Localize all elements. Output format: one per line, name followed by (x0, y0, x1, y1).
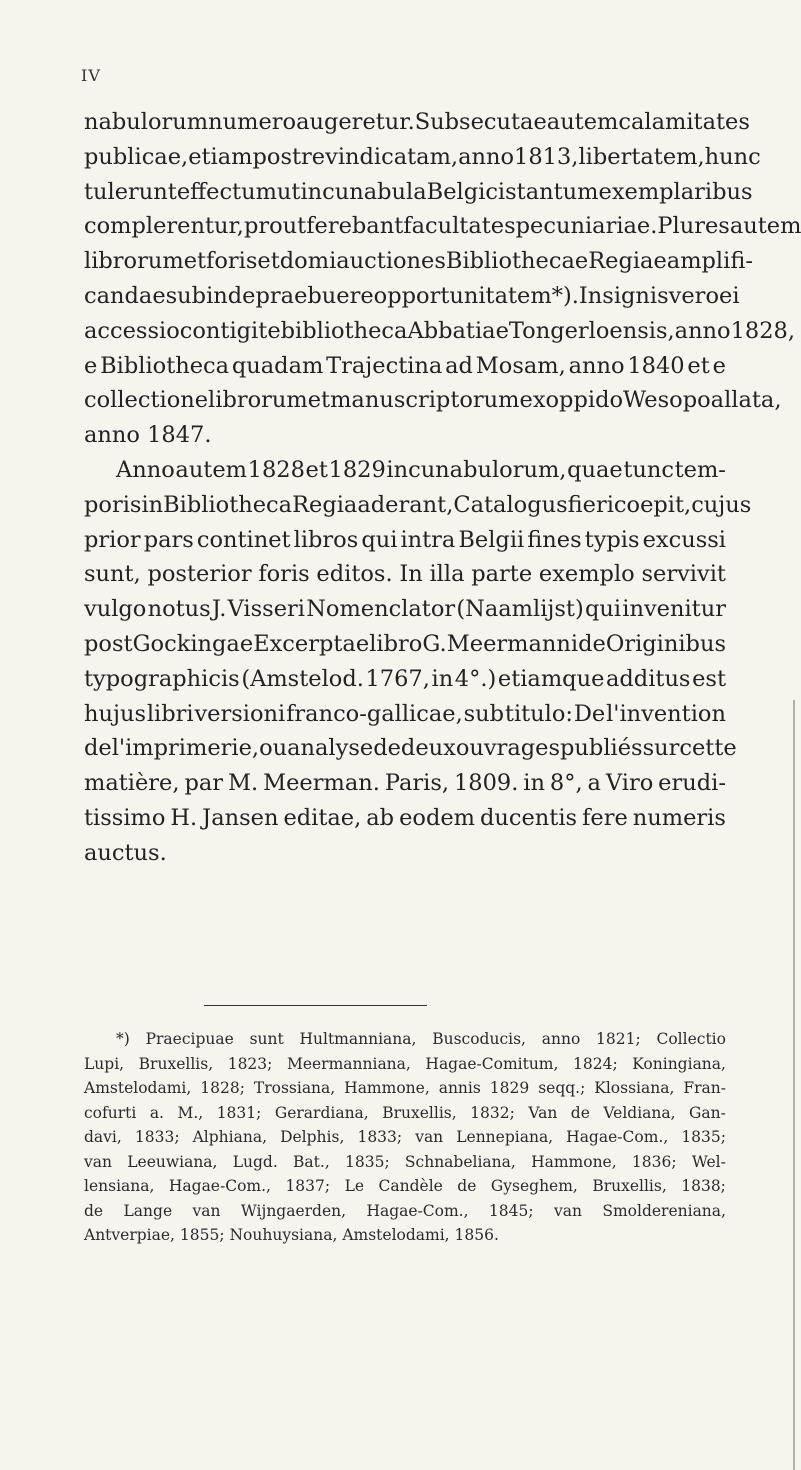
text-line: candae subinde praebuere opportunitatem *). Insignis vero ei (84, 282, 740, 309)
text-line: accessio contigit e bibliotheca Abbatiae Tongerloensis, anno 1828, (84, 317, 796, 344)
text-line: matière, par M. Meerman. Paris, 1809. in 8°, a Viro erudi- (84, 770, 726, 797)
footnote-line: cofurti a. M., 1831; Gerardiana, Bruxellis, 1832; Van de Veldiana, Gan- (84, 1103, 726, 1122)
text-line: post Gockingae Excerpta e libro G. Meermanni de Originibus (84, 630, 726, 657)
text-line: anno 1847. (84, 422, 212, 449)
text-line: publicae, etiam post revindicatam, anno 1813, libertatem, hunc (84, 143, 761, 170)
text-line: nabulorum numero augeretur. Subsecutae autem calamitates (84, 109, 750, 135)
footnote-line: de Lange van Wijngaerden, Hagae-Com., 1845; van Smoldereniana, (84, 1201, 726, 1220)
text-line: poris in Bibliotheca Regia aderant, Catalogus fieri coepit, cujus (84, 491, 752, 518)
footnote-line: *) Praecipuae sunt Hultmanniana, Buscoducis, anno 1821; Collectio (116, 1030, 726, 1048)
footnote-line: Lupi, Bruxellis, 1823; Meermanniana, Hagae-Comitum, 1824; Koningiana, (84, 1054, 726, 1073)
footnote-line: van Leeuwiana, Lugd. Bat., 1835; Schnabeliana, Hammone, 1836; Wel- (84, 1152, 726, 1171)
footnote-line: davi, 1833; Alphiana, Delphis, 1833; van Lennepiana, Hagae-Com., 1835; (84, 1128, 726, 1146)
footnote-line: Antverpiae, 1855; Nouhuysiana, Amstelodami, 1856. (84, 1226, 499, 1244)
page-number: IV (81, 66, 101, 85)
text-line: vulgo notus J. Visseri Nomenclator (Naamlijst) qui invenitur (84, 596, 726, 623)
text-line: hujus libri versioni franco-gallicae, sub titulo: De l'invention (84, 700, 726, 727)
text-line: prior pars continet libros qui intra Belgii fines typis excussi (84, 526, 726, 553)
footnote (84, 1027, 726, 1248)
text-line: e Bibliotheca quadam Trajectina ad Mosam, anno 1840 et e (84, 352, 726, 379)
text-line: librorum et foris et domi auctiones Bibliothecae Regiae amplifi- (84, 248, 753, 275)
text-line: Anno autem 1828 et 1829 incunabulorum, quae tunc tem- (116, 456, 726, 483)
footnote-line: Amstelodami, 1828; Trossiana, Hammone, annis 1829 seqq.; Klossiana, Fran- (84, 1079, 726, 1097)
footnote-line: lensiana, Hagae-Com., 1837; Le Candèle de Gyseghem, Bruxellis, 1838; (84, 1177, 726, 1195)
page-edge-shadow (793, 700, 795, 1470)
text-line: tulerunt effectum ut incunabula Belgicis tantum exemplaribus (84, 178, 753, 205)
text-line: sunt, posterior foris editos. In illa parte exemplo servivit (84, 561, 726, 588)
text-line: complerentur, prout ferebant facultates pecuniariae. Plures autem (84, 213, 801, 240)
footnote-separator (204, 1005, 427, 1006)
text-line: collectione librorum et manuscriptorum ex oppido Wesopo allata, (84, 387, 782, 414)
text-line: typographicis (Amstelod. 1767, in 4°.) etiamque additus est (84, 665, 726, 692)
text-line: de l'imprimerie, ou analyse de deux ouvrages publiés sur cette (84, 735, 737, 762)
text-line: tissimo H. Jansen editae, ab eodem ducentis fere numeris (84, 804, 726, 831)
text-line: auctus. (84, 839, 167, 866)
main-text (84, 105, 801, 871)
